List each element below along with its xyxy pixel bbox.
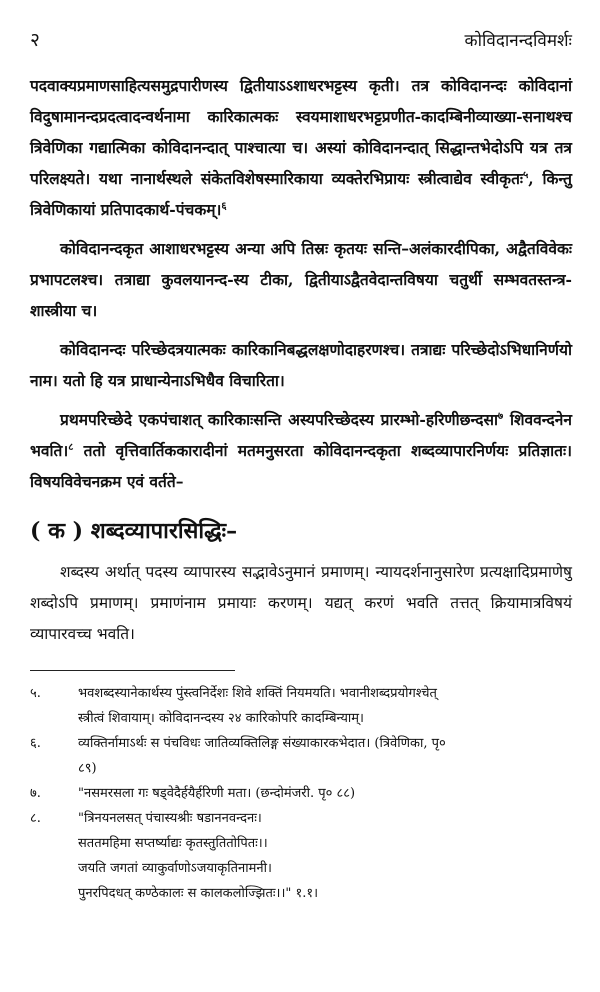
paragraph-4: प्रथमपरिच्छेदे एकपंचाशत् कारिकाःसन्ति अस्यपरिच्छेदस्य प्रारम्भो-हरिणीछन्दसा$^७$ शिववन्दनेन भवति।$^८$ ततो वृत्तिवार्तिककारादीनां मतमनुसरता कोविदानन्दकृता शब्दव्यापारनिर्णयः प्रतिज्ञातः। विषयविवेचनक्रम एवं वर्तते– [30, 410, 572, 491]
footnote-ref-5: ५ [523, 169, 529, 181]
footnote-ref-8: ८ [68, 441, 74, 453]
footnote-5: ५. भवशब्दस्यानेकार्थस्य पुंस्त्वनिर्देशः शिवे शक्तिं नियमयति। भवानीशब्दप्रयोगश्चेत् स्त्रीत्वं शिवायाम्। कोविदानन्दस्य २४ कारिकोपरि कादम्बिन्याम्। [30, 686, 437, 726]
footnotes [30, 681, 572, 906]
footnote-7: ७. "नसमरसला गः षड्वेदैर्हयैर्हरिणी मता। (छन्दोमंजरी. पृ० ८८) [30, 786, 356, 801]
section-heading: ( क ) शब्दव्यापारसिद्धिः– [30, 518, 238, 544]
paragraph-1: पदवाक्यप्रमाणसाहित्यसमुद्रपारीणस्य द्वितीयाऽऽशाधरभट्टस्य कृती। तत्र कोविदानन्दः कोविदानां विदुषामानन्दप्रदत्वादन्वर्थनामा कारिकात्मकः स्वयमाशाधरभट्टप्रणीत-कादम्बिनीव्याख्या-सनाथश्च त्रिवेणिका गद्यात्मिका कोविदानन्दात् पाश्चात्या च। अस्यां कोविदानन्दात् सिद्धान्तभेदोऽपि यत्र तत्र परिलक्ष्यते। यथा नानार्थस्थले संकेतविशेषस्मारिकाया व्यक्तेरभिप्रायः स्त्रीत्वाद्येव स्वीकृतः$^५$, किन्तु त्रिवेणिकायां प्रतिपादकार्थ-पंचकम्।$^६$ [30, 76, 572, 219]
page-number: २ [30, 29, 40, 51]
footnote-8: ८. "त्रिनयनलसत् पंचास्यश्रीः षडाननवन्दनः। सततमहिमा सप्तर्ष्याद्यः कृतस्तुतितोपितः।। जयति जगतां व्याकुर्वाणोऽजयाकृतिनामनी। पुनरपिदधत् कण्ठेकालः स कालकलोज्झितः।।" १.१। [30, 811, 319, 901]
main-text [30, 70, 572, 650]
footnote-ref-6: ६ [221, 200, 227, 212]
footnote-divider [30, 670, 235, 671]
running-title: कोविदानन्दविमर्शः [464, 31, 572, 51]
paragraph-3: कोविदानन्दः परिच्छेदत्रयात्मकः कारिकानिबद्धलक्षणोदाहरणश्च। तत्राद्यः परिच्छेदोऽभिधानिर्णयो नाम। यतो हि यत्र प्राधान्येनाऽभिधैव विचारिता। [30, 340, 572, 390]
paragraph-5: शब्दस्य अर्थात् पदस्य व्यापारस्य सद्भावेऽनुमानं प्रमाणम्। न्यायदर्शनानुसारेण प्रत्यक्षादिप्रमाणेषु शब्दोऽपि प्रमाणम्। प्रमाणंनाम प्रमायाः करणम्। यद्यत् करणं भवति तत्तत् क्रियामात्रविषयं व्यापारवच्च भवति। [30, 563, 572, 643]
footnote-6: ६. व्यक्तिर्नामाऽर्थः स पंचविधः जातिव्यक्तिलिङ्ग संख्याकारकभेदात। (त्रिवेणिका, पृ० ८९) [30, 736, 446, 776]
paragraph-2: कोविदानन्दकृत आशाधरभट्टस्य अन्या अपि तिस्रः कृतयः सन्ति–अलंकारदीपिका, अद्वैतविवेकः प्रभापटलश्च। तत्राद्या कुवलयानन्द-स्य टीका, द्वितीयाऽद्वैतवेदान्तविषया चतुर्थी सम्भवतस्तन्त्र-शास्त्रीया च। [30, 239, 572, 320]
footnote-ref-7: ७ [498, 410, 504, 422]
page-header [30, 0, 572, 52]
